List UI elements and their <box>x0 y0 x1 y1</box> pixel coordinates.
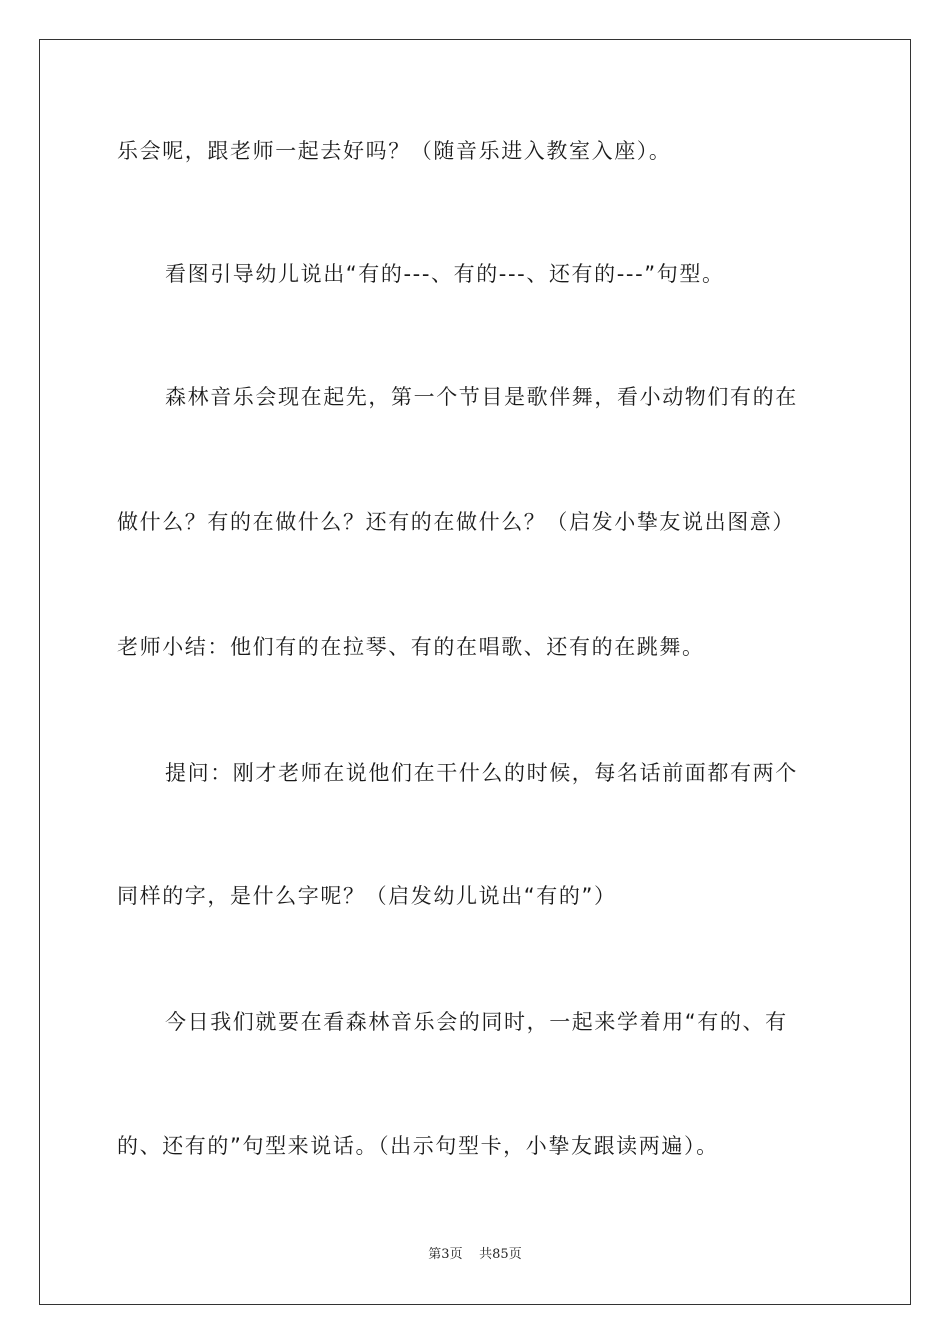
page-number: 3 <box>441 1247 450 1262</box>
paragraph-line: 乐会呢，跟老师一起去好吗？（随音乐进入教室入座）。 <box>117 139 672 163</box>
paragraph-line: 的、还有的”句型来说话。（出示句型卡，小挚友跟读两遍）。 <box>117 1134 719 1158</box>
page-prefix: 第 <box>428 1247 442 1262</box>
total-prefix: 共 <box>479 1247 493 1262</box>
paragraph-line: 今日我们就要在看森林音乐会的同时，一起来学着用“有的、有 <box>165 1010 788 1034</box>
page-footer <box>0 1246 950 1264</box>
paragraph-line: 同样的字，是什么字呢？（启发幼儿说出“有的”） <box>117 884 617 908</box>
paragraph-line: 做什么？有的在做什么？还有的在做什么？（启发小挚友说出图意） <box>117 510 795 534</box>
total-suffix: 页 <box>508 1247 522 1262</box>
page-border <box>39 39 911 1305</box>
total-pages: 85 <box>492 1247 509 1262</box>
paragraph-line: 看图引导幼儿说出“有的---、有的---、还有的---”句型。 <box>165 262 725 286</box>
paragraph-line: 提问：刚才老师在说他们在干什么的时候，每名话前面都有两个 <box>165 761 798 785</box>
page-suffix: 页 <box>449 1247 463 1262</box>
paragraph-line: 森林音乐会现在起先，第一个节目是歌伴舞，看小动物们有的在 <box>165 385 798 409</box>
paragraph-line: 老师小结：他们有的在拉琴、有的在唱歌、还有的在跳舞。 <box>117 635 705 659</box>
